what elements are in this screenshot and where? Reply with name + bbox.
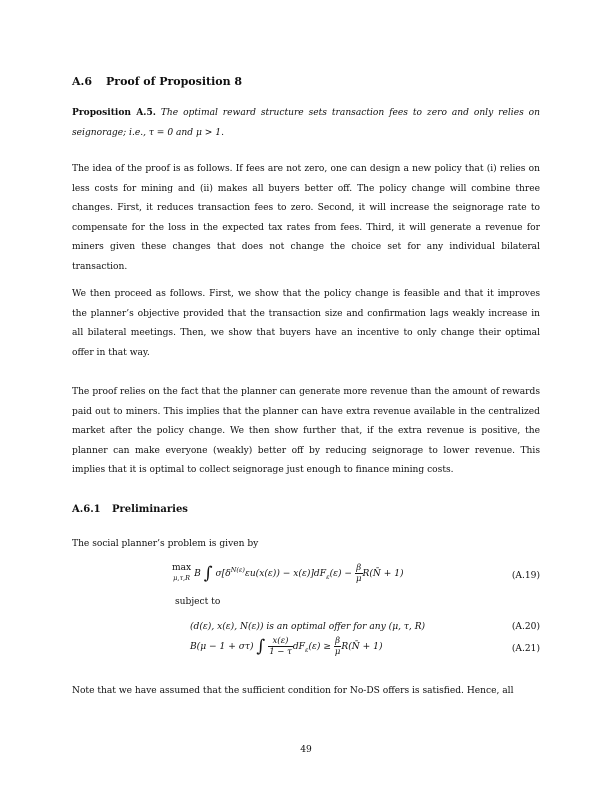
proposition bbox=[72, 103, 540, 143]
equation-tag-a19: (A.19) bbox=[511, 571, 540, 581]
proposition-label: Proposition A.5. bbox=[72, 107, 156, 118]
intro-text: The social planner’s problem is given by bbox=[72, 539, 259, 549]
max-operator: max μ,τ,R bbox=[172, 563, 192, 582]
equation-tag-a20: (A.20) bbox=[511, 622, 540, 632]
subject-to-label: subject to bbox=[175, 597, 221, 607]
subsection-number: A.6.1 bbox=[72, 504, 101, 515]
page-number: 49 bbox=[300, 745, 312, 755]
section-heading bbox=[72, 75, 242, 88]
equation-a19: max μ,τ,R B ∫ $\sigma[\delta^{N(\varepsilon)}\varepsilon u(x(\varepsilon)) - x(\varepsilon)]dF_\varepsilon(\varepsilon)$ − $\frac{\beta}{\mu}$ R(N̄ + 1) (A.19) bbox=[172, 563, 540, 584]
subsection-heading bbox=[72, 504, 188, 515]
section-number: A.6 bbox=[72, 75, 93, 88]
paragraph-3: The proof relies on the fact that the planner can generate more revenue than the amount of rewards paid out to miners. This implies that the planner can have extra revenue available in the centralized market after the policy change. We then show further that, if the extra revenue is positive, the planner can make everyone (weakly) better off by reducing seignorage to lower revenue. This implies that it is optimal to collect seignorage just enough to finance mining costs. bbox=[72, 387, 540, 476]
equation-tag-a21: (A.21) bbox=[511, 644, 540, 654]
section-title: Proof of Proposition 8 bbox=[106, 75, 243, 88]
subsection-title: Preliminaries bbox=[112, 504, 188, 515]
equation-a20: (d(ε), x(ε), N(ε)) is an optimal offer for any (μ, τ, R) (A.20) bbox=[190, 622, 540, 632]
equation-a21: B(μ − 1 + στ) ∫ $\frac{x(\varepsilon)}{1 - \tau}$ $dF_\varepsilon(\varepsilon)$ ≥ $\frac{\beta}{\mu}$ R(N̄ + 1) (A.21) bbox=[190, 636, 540, 657]
closing-text: Note that we have assumed that the sufficient condition for No-DS offers is satisfied. Hence, all bbox=[72, 686, 514, 696]
paragraph-2: We then proceed as follows. First, we show that the policy change is feasible and that it improves the planner’s objective provided that the transaction size and confirmation lags weakly increase in all bilateral meetings. Then, we show that buyers have an incentive to only change their optimal offer in that way. bbox=[72, 289, 540, 358]
proposition-statement: The optimal reward structure sets transaction fees to zero and only relies on seignorage; i.e., τ = 0 and μ > 1. bbox=[72, 108, 540, 138]
paragraph-1: The idea of the proof is as follows. If fees are not zero, one can design a new policy that (i) relies on less costs for mining and (ii) makes all buyers better off. The policy change will combine three changes. First, it reduces transaction fees to zero. Second, it will increase the seignorage rate to compensate for the loss in the expected tax rates from fees. Third, it will generate a revenue for miners given these changes that does not change the choice set for any individual bilateral transaction. bbox=[72, 164, 540, 272]
